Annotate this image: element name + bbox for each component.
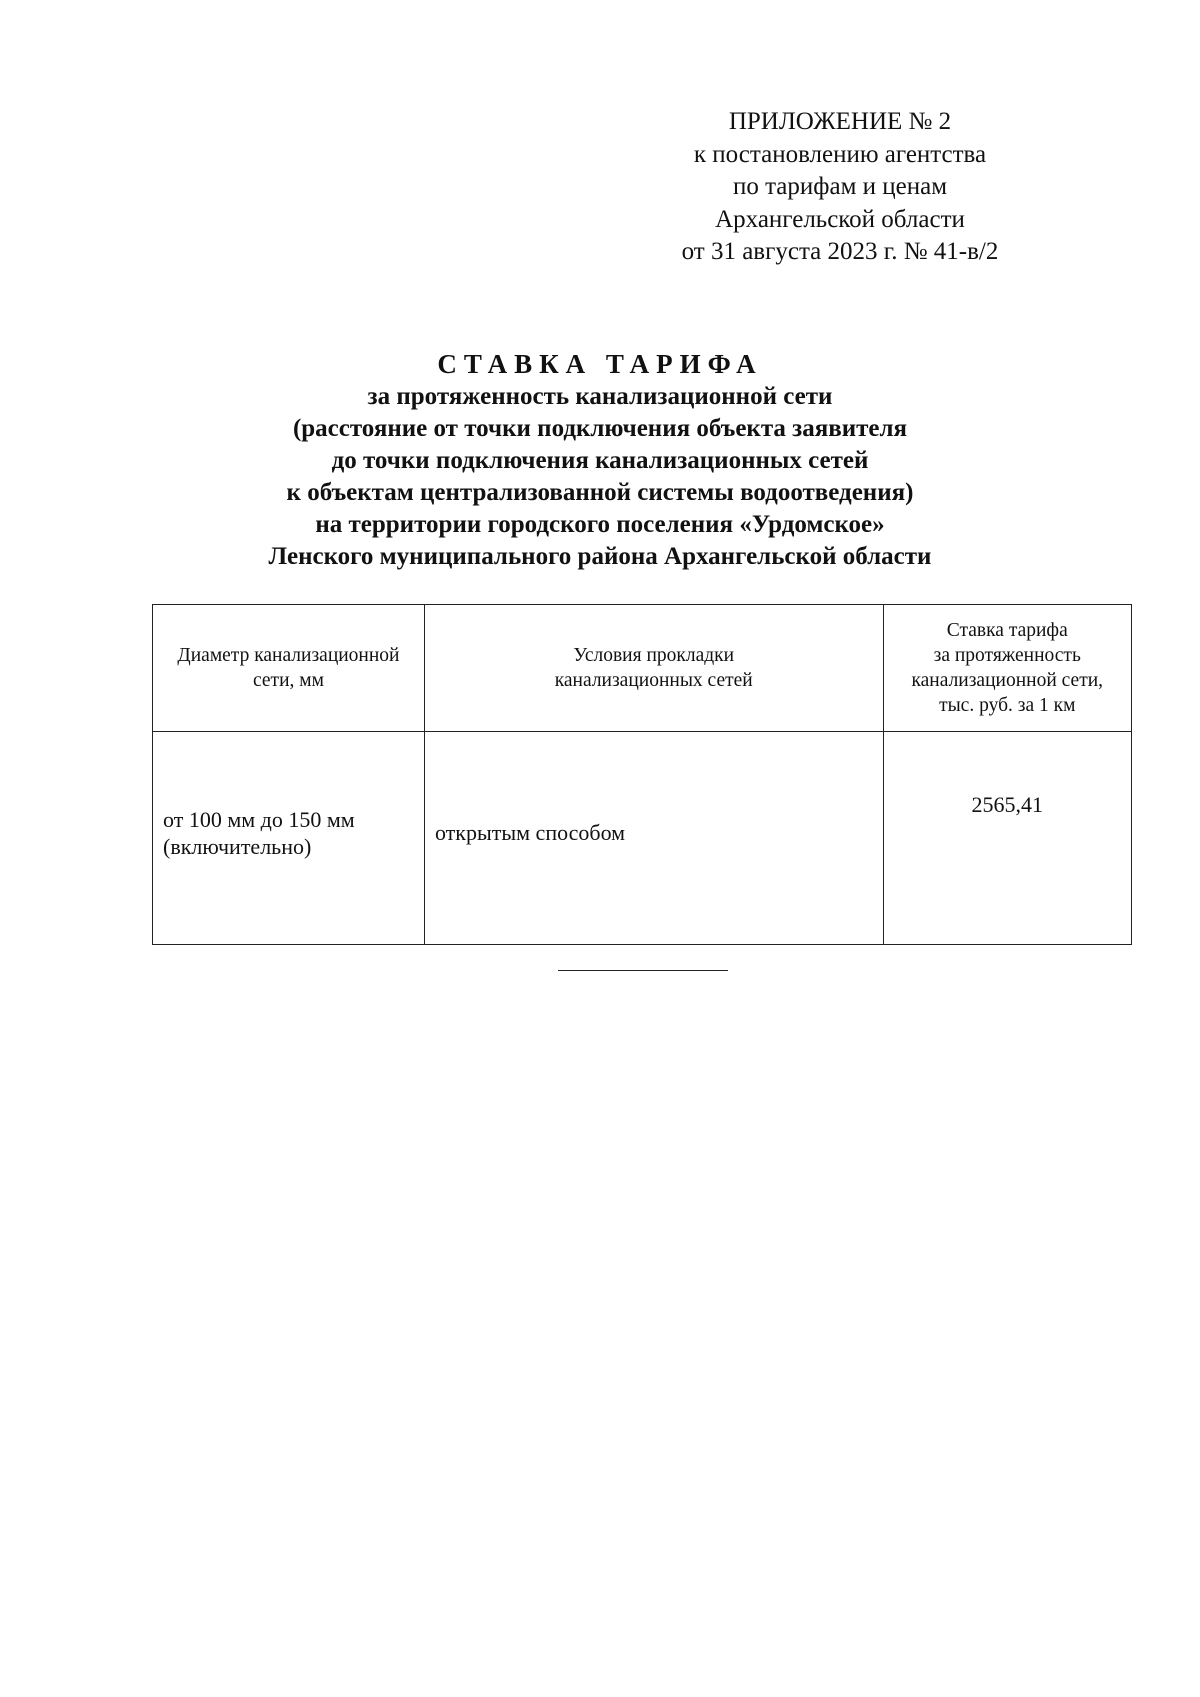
title-line: за протяженность канализационной сети xyxy=(367,383,833,410)
table-header-row xyxy=(153,605,1132,732)
header-rate-line: канализационной сети, xyxy=(911,670,1104,691)
appendix-line-resolution: к постановлению агентства xyxy=(693,140,987,168)
header-rate-line: тыс. руб. за 1 км xyxy=(939,695,1076,716)
title-line: до точки подключения канализационных сетей xyxy=(331,447,869,474)
header-rate xyxy=(883,605,1132,732)
header-conditions-line: канализационных сетей xyxy=(554,670,753,691)
cell-diameter xyxy=(153,732,425,945)
appendix-line-region: Архангельской области xyxy=(715,205,965,233)
tariff-table xyxy=(152,604,1132,945)
title-line: Ленского муниципального района Архангельской области xyxy=(268,543,932,570)
appendix-line-agency: по тарифам и ценам xyxy=(732,173,948,200)
appendix-line-date: от 31 августа 2023 г. № 41-в/2 xyxy=(681,238,999,265)
table-row xyxy=(153,732,1132,945)
header-diameter-line: Диаметр канализационной xyxy=(177,645,400,666)
cell-conditions: открытым способом xyxy=(424,732,883,945)
page-title: СТАВКА ТАРИФА xyxy=(437,349,763,379)
document-title xyxy=(140,347,1060,573)
header-conditions xyxy=(424,605,883,732)
header-diameter xyxy=(153,605,425,732)
appendix-number: ПРИЛОЖЕНИЕ № 2 xyxy=(728,108,952,135)
cell-rate: 2565,41 xyxy=(883,732,1132,945)
title-line: к объектам централизованной системы водоотведения) xyxy=(286,479,914,506)
end-divider xyxy=(558,970,728,971)
header-conditions-line: Условия прокладки xyxy=(573,645,735,666)
appendix-header xyxy=(640,106,1040,269)
header-rate-line: Ставка тарифа xyxy=(946,620,1068,641)
cell-diameter-line: от 100 мм до 150 мм xyxy=(163,807,355,832)
title-line: (расстояние от точки подключения объекта заявителя xyxy=(292,415,908,442)
cell-diameter-line: (включительно) xyxy=(163,834,312,859)
header-diameter-line: сети, мм xyxy=(253,670,324,691)
title-line: на территории городского поселения «Урдомское» xyxy=(315,511,885,538)
header-rate-line: за протяженность xyxy=(933,645,1081,666)
